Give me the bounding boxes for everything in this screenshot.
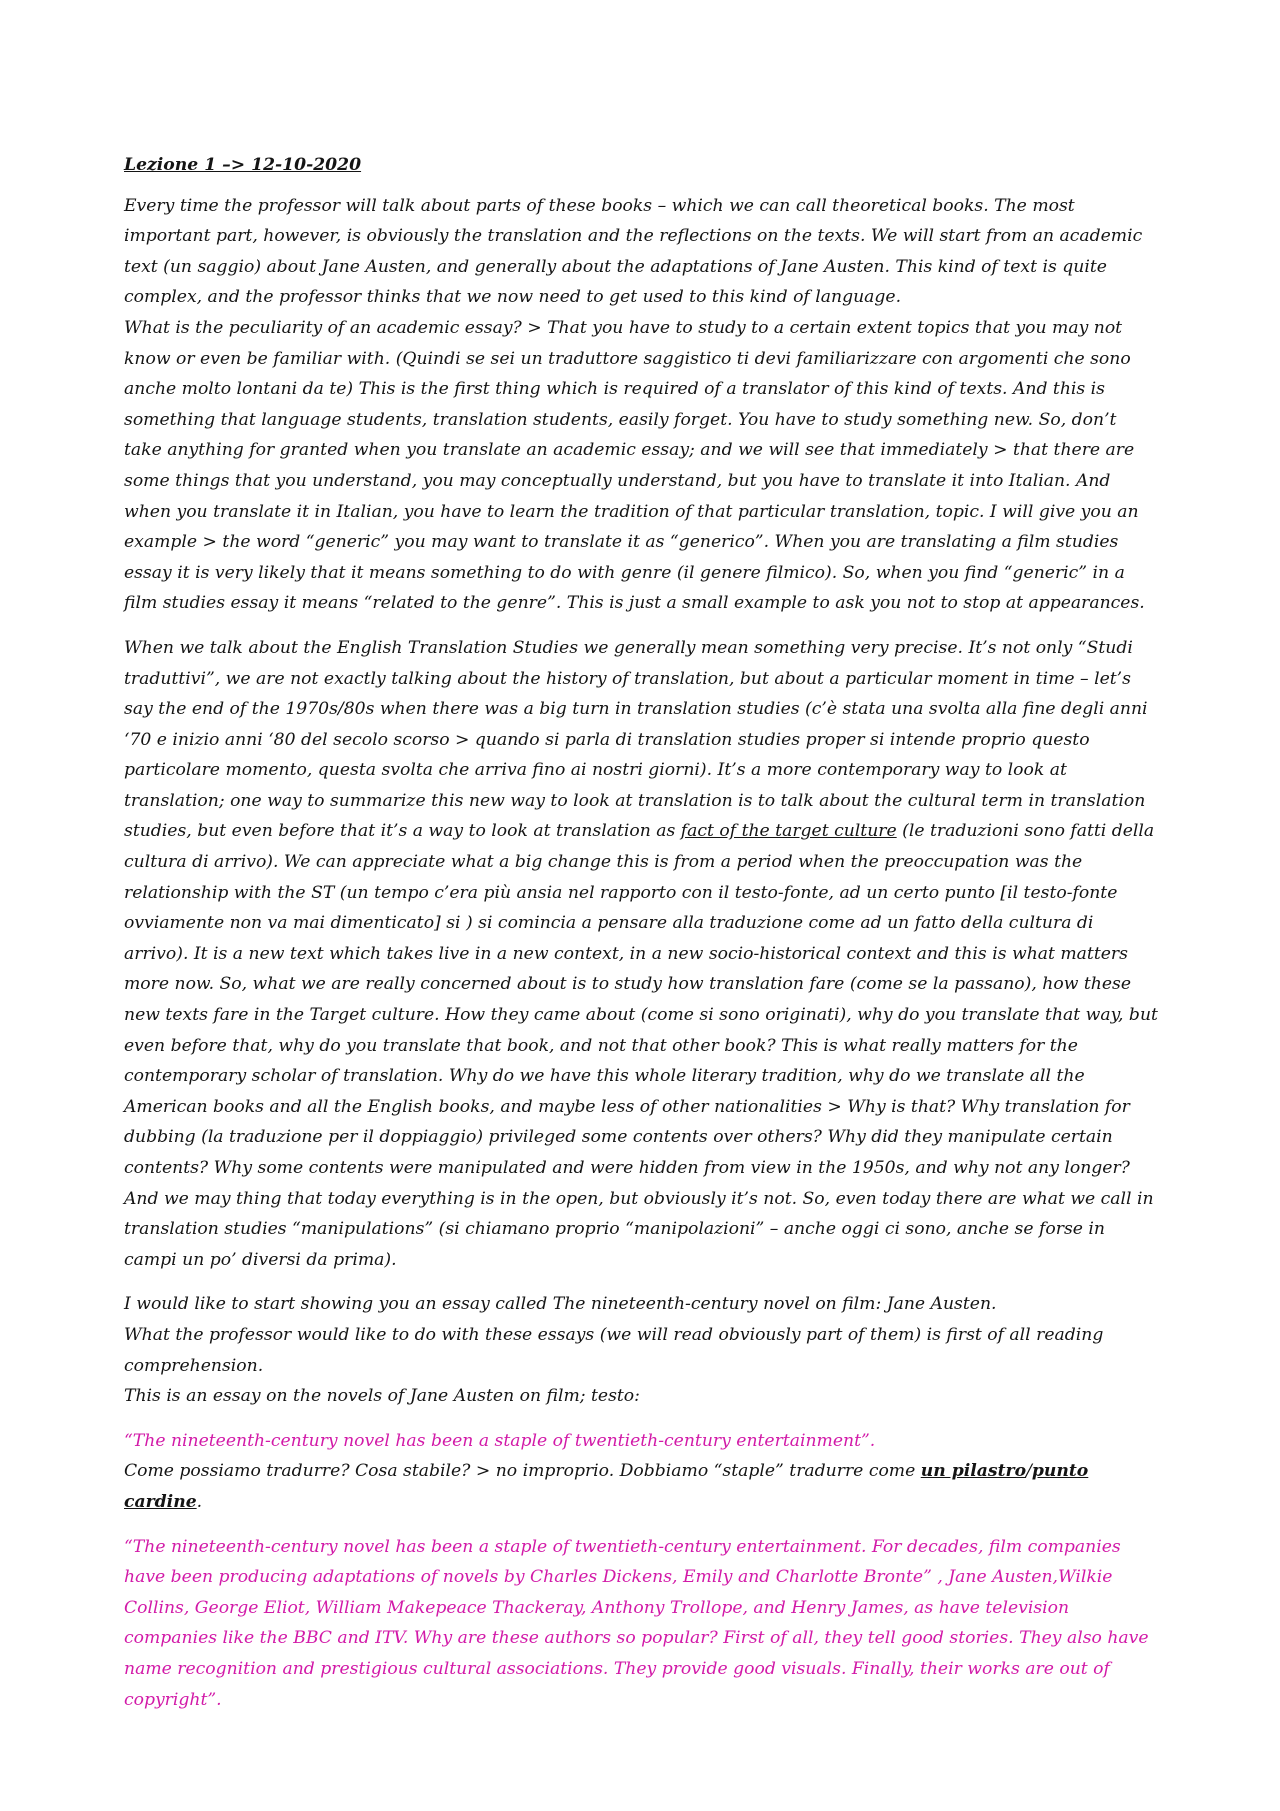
paragraph-text: (le traduzioni sono fatti della cultura di arrivo). We can appreciate what a big change this is from a period when the preoccupation was the relationship with the ST (un tempo c’era più ansia nel rapporto con il testo-fonte, ad un certo punto [il testo-fonte ovviamente non va mai dimenticato] si ) si comincia a pensare alla traduzione come ad un fatto della cultura di arrivo). It is a new text which takes live in a new context, in a new socio-historical context and this is what matters more now. So, what we are really concerned about is to study how translation fare (come se la passano), how these new texts fare in the Target culture. How they came about (come si sono originati), why do you translate that way, but even before that, why do you translate that book, and not that other book? This is what really matters for the contemporary scholar of translation. Why do we have this whole literary tradition, why do we translate all the American books and all the English books, and maybe less of other nationalities > Why is that? Why translation for dubbing (la traduzione per il doppiaggio) privileged some contents over others? Why did they manipulate certain contents? Why some contents were manipulated and were hidden from view in the 1950s, and why not any longer? And we may thing that today everything is in the open, but obviously it’s not. So, even today there are what we call in translation studies “manipulations” (si chiamano proprio “manipolazioni” – anche oggi ci sono, anche se forse in campi un po’ diversi da prima). — [124, 821, 1158, 1270]
quote-block-2 — [124, 1532, 1159, 1716]
essay-intro-paragraph — [124, 1289, 1159, 1411]
essay-quote: “The nineteenth-century novel has been a staple of twentieth-century entertainment”. — [124, 1430, 876, 1451]
quote-block-1 — [124, 1426, 1159, 1518]
intro-paragraph — [124, 191, 1159, 619]
essay-line: This is an essay on the novels of Jane Austen on film; testo: — [124, 1386, 640, 1407]
lesson-heading: Lezione 1 –> 12-10-2020 — [124, 155, 362, 175]
essay-quote-long: “The nineteenth-century novel has been a staple of twentieth-century entertainment. For decades, film companies have been producing adaptations of novels by Charles Dickens, Emily and Charlotte Bronte” , Jane Austen,Wilkie Collins, George Eliot, William Makepeace Thackeray, Anthony Trollope, and Henry James, as have television companies like the BBC and ITV. Why are these authors so popular? First of all, they tell good stories. They also have name recognition and prestigious cultural associations. They provide good visuals. Finally, their works are out of copyright”. — [124, 1536, 1149, 1710]
essay-line: I would like to start showing you an essay called The nineteenth-century novel on film: Jane Austen. — [124, 1294, 997, 1315]
intro-text: Every time the professor will talk about parts of these books – which we can call theoretical books. The most important part, however, is obviously the translation and the reflections on the texts. We will start from an academic text (un saggio) about Jane Austen, and generally about the adaptations of Jane Austen. This kind of text is quite complex, and the professor thinks that we now need to get used to this kind of language. — [124, 195, 1143, 308]
essay-line: What the professor would like to do with these essays (we will read obviously part of them) is first of all reading comprehension. — [124, 1324, 1104, 1376]
separator: / — [1026, 1461, 1032, 1482]
translation-note: Come possiamo tradurre? Cosa stabile? > no improprio. Dobbiamo “staple” tradurre come — [124, 1461, 921, 1482]
bold-term: punto cardine — [124, 1461, 1089, 1512]
peculiarity-text: What is the peculiarity of an academic essay? > That you have to study to a certain extent topics that you may not know or even be familiar with. (Quindi se sei un traduttore saggistico ti devi familiarizzare con argomenti che sono anche molto lontani da te) This is the first thing which is required of a translator of this kind of texts. And this is something that language students, translation students, easily forget. You have to study something new. So, don’t take anything for granted when you translate an academic essay; and we will see that immediately > that there are some things that you understand, you may conceptually understand, but you have to translate it into Italian. And when you translate it in Italian, you have to learn the tradition of that particular translation, topic. I will give you an example > the word “generic” you may want to translate it as “generico”. When you are translating a film studies essay it is very likely that it means something to do with genre (il genere filmico). So, when you find “generic” in a film studies essay it means “related to the genre”. This is just a small example to ask you not to stop at appearances. — [124, 317, 1145, 614]
document-page — [124, 150, 1159, 1729]
paragraph-text: When we talk about the English Translation Studies we generally mean something very precise. It’s not only “Studi traduttivi”, we are not exactly talking about the history of translation, but about a particular moment in time – let’s say the end of the 1970s/80s when there was a big turn in translation studies (c’è stata una svolta alla fine degli anni ‘70 e inizio anni ‘80 del secolo scorso > quando si parla di translation studies proper si intende proprio questo particolare momento, questa svolta che arriva fino ai nostri giorni). It’s a more contemporary way to look at translation; one way to summarize this new way to look at translation is to talk about the cultural term in translation studies, but even before that it’s a way to look at translation as — [124, 637, 1148, 842]
period: . — [196, 1491, 203, 1512]
underlined-term: fact of the target culture — [680, 821, 897, 842]
translation-studies-paragraph — [124, 633, 1159, 1275]
bold-term: un pilastro — [920, 1461, 1027, 1482]
